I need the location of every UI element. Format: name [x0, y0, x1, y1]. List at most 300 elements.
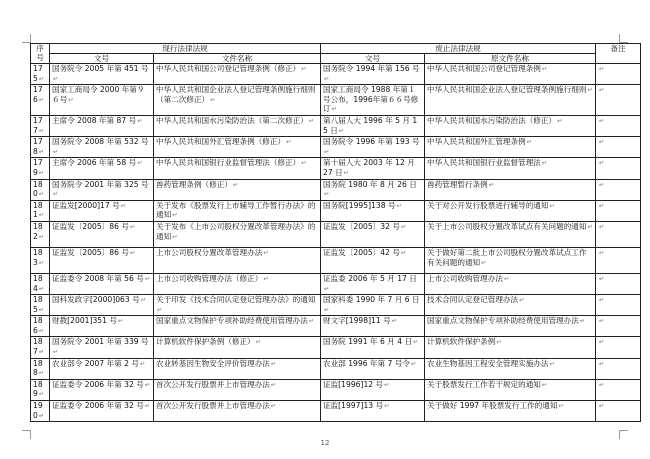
- paragraph-mark-icon: ↵: [38, 74, 45, 83]
- row-index: [31, 337, 50, 358]
- row-index-text: 190: [33, 401, 43, 420]
- paragraph-mark-icon: ↵: [558, 402, 564, 411]
- paragraph-mark-icon: ↵: [210, 95, 216, 104]
- abolished-doc-number-text: 国务院令 1994 年第 156 号: [323, 64, 420, 73]
- paragraph-mark-icon: ↵: [38, 284, 45, 293]
- abolished-doc-name: [425, 200, 596, 221]
- table-row: [31, 358, 641, 379]
- current-doc-number: [50, 200, 154, 221]
- row-index-text: 188: [33, 358, 43, 378]
- abolished-doc-name: [425, 316, 596, 337]
- abolished-doc-name: [425, 64, 596, 85]
- abolished-doc-name-text: 关于上市公司股权分置改革试点有关问题的通知: [427, 221, 587, 231]
- paragraph-mark-icon: ↵: [579, 317, 586, 326]
- paragraph-mark-icon: ↵: [400, 222, 407, 231]
- table-row: [31, 115, 641, 136]
- row-index-text: 178: [33, 137, 43, 156]
- paragraph-mark-icon: ↵: [384, 380, 390, 389]
- table-row: [31, 295, 641, 316]
- current-doc-number-text: 证监委令 2006 年第 32 号: [52, 401, 144, 411]
- current-doc-name: [154, 247, 321, 273]
- abolished-doc-name-text: 关于对公开发行股票进行辅导的通知: [427, 200, 549, 210]
- paragraph-mark-icon: ↵: [140, 296, 147, 305]
- current-doc-name-text: 关于发布《上市公司股权分置改革管理办法》的通知: [156, 221, 316, 241]
- row-index-text: 180: [33, 179, 43, 199]
- current-doc-number: [50, 85, 154, 116]
- abolished-doc-number: [321, 247, 425, 273]
- paragraph-mark-icon: ↵: [599, 65, 605, 73]
- paragraph-mark-icon: ↵: [129, 248, 136, 257]
- row-index: [31, 401, 50, 422]
- table-row: [31, 158, 641, 179]
- abolished-doc-name: [425, 85, 596, 116]
- current-doc-number-text: 主席令 2006 年第 58 号: [52, 158, 137, 168]
- current-doc-number-text: 国务院令 2008 年第 532 号: [52, 137, 149, 147]
- abolished-doc-name: [425, 358, 596, 379]
- paragraph-mark-icon: ↵: [599, 180, 605, 189]
- current-doc-name: [154, 158, 321, 179]
- paragraph-mark-icon: ↵: [599, 138, 605, 147]
- paragraph-mark-icon: ↵: [519, 296, 525, 305]
- table-row: [31, 85, 641, 116]
- current-doc-name-text: 上市公司股权分置改革管理办法: [156, 247, 263, 257]
- paragraph-mark-icon: ↵: [129, 222, 136, 231]
- abolished-doc-name-text: 中华人民共和国公司登记管理条例: [427, 64, 541, 73]
- abolished-doc-number: [321, 358, 425, 379]
- current-doc-name-text: 国家重点文物保护专项补助经费使用管理办法: [156, 316, 308, 326]
- remark-cell: [596, 64, 641, 85]
- row-index-text: 187: [33, 337, 43, 357]
- current-doc-number-text: 证监发〔2005〕86 号: [52, 221, 129, 231]
- table-row: [31, 200, 641, 221]
- paragraph-mark-icon: ↵: [599, 248, 605, 257]
- current-doc-number: [50, 137, 154, 158]
- abolished-doc-number: [321, 115, 425, 136]
- paragraph-mark-icon: ↵: [549, 359, 555, 368]
- header-original-doc-name: 原文件名称: [425, 54, 596, 64]
- abolished-doc-number: [321, 85, 425, 116]
- table-row: [31, 273, 641, 294]
- paragraph-mark-icon: ↵: [331, 105, 338, 114]
- abolished-doc-number-text: 国家科委 1990 年 7 月 6 日: [323, 295, 420, 305]
- row-index: [31, 316, 50, 337]
- paragraph-mark-icon: ↵: [38, 305, 45, 314]
- paragraph-mark-icon: ↵: [599, 296, 605, 305]
- row-index-text: 181: [33, 200, 43, 220]
- paragraph-mark-icon: ↵: [38, 326, 45, 335]
- remark-cell: [596, 115, 641, 136]
- abolished-doc-number-text: 国家工商局令 1988 年第１号公布，1996年第６６号修订: [323, 85, 419, 114]
- paragraph-mark-icon: ↵: [488, 180, 495, 189]
- current-doc-number: [50, 358, 154, 379]
- paragraph-mark-icon: ↵: [263, 248, 269, 257]
- row-index-text: 175: [33, 64, 43, 83]
- row-index: [31, 379, 50, 400]
- current-doc-number-text: 证监发〔2005〕86 号: [52, 247, 129, 257]
- paragraph-mark-icon: ↵: [144, 274, 151, 283]
- remark-cell: [596, 85, 641, 116]
- paragraph-mark-icon: ↵: [599, 222, 605, 231]
- paragraph-mark-icon: ↵: [53, 74, 59, 83]
- abolished-doc-number: [321, 64, 425, 85]
- remark-cell: [596, 200, 641, 221]
- paragraph-mark-icon: ↵: [38, 369, 45, 378]
- current-doc-name: [154, 273, 321, 294]
- header-abolished-laws: 废止法律法规: [321, 44, 596, 54]
- current-doc-name: [154, 179, 321, 200]
- row-index-text: 185: [33, 295, 43, 314]
- current-doc-name: [154, 64, 321, 85]
- current-doc-name-text: 上市公司收购管理办法（修正）: [156, 273, 263, 283]
- paragraph-mark-icon: ↵: [599, 359, 605, 368]
- paragraph-mark-icon: ↵: [599, 317, 605, 326]
- header-remark: 备注: [596, 44, 641, 64]
- paragraph-mark-icon: ↵: [541, 65, 548, 73]
- paragraph-mark-icon: ↵: [38, 390, 45, 399]
- current-doc-name: [154, 379, 321, 400]
- paragraph-mark-icon: ↵: [270, 380, 277, 389]
- paragraph-mark-icon: ↵: [172, 211, 178, 220]
- paragraph-mark-icon: ↵: [343, 168, 350, 177]
- current-doc-number-text: 证监委令 2006 年第 32 号: [52, 379, 144, 389]
- abolished-doc-number: [321, 379, 425, 400]
- table-row: [31, 64, 641, 85]
- current-doc-number: [50, 115, 154, 136]
- remark-cell: [596, 158, 641, 179]
- current-doc-number: [50, 247, 154, 273]
- row-index: [31, 200, 50, 221]
- abolished-doc-name-text: 关于股票发行工作若干规定的通知: [427, 379, 541, 389]
- row-index: [31, 247, 50, 273]
- paragraph-mark-icon: ↵: [137, 116, 143, 125]
- paragraph-mark-icon: ↵: [587, 222, 593, 231]
- paragraph-mark-icon: ↵: [549, 201, 555, 210]
- paragraph-mark-icon: ↵: [391, 317, 398, 326]
- paragraph-mark-icon: ↵: [496, 338, 502, 347]
- paragraph-mark-icon: ↵: [270, 402, 277, 411]
- abolished-doc-number: [321, 200, 425, 221]
- abolished-doc-name: [425, 379, 596, 400]
- abolished-doc-name: [425, 247, 596, 273]
- paragraph-mark-icon: ↵: [599, 380, 605, 389]
- row-index: [31, 64, 50, 85]
- row-index: [31, 137, 50, 158]
- current-doc-name-text: 中华人民共和国外汇管理条例（修正）: [156, 137, 286, 147]
- remark-cell: [596, 179, 641, 200]
- paragraph-mark-icon: ↵: [172, 232, 178, 241]
- paragraph-mark-icon: ↵: [117, 317, 124, 326]
- abolished-doc-name-text: 中华人民共和国水污染防治法（修正）: [427, 115, 557, 125]
- abolished-doc-name: [425, 115, 596, 136]
- row-index: [31, 221, 50, 247]
- crop-mark-top-left: [22, 34, 31, 43]
- paragraph-mark-icon: ↵: [503, 274, 510, 283]
- paragraph-mark-icon: ↵: [324, 74, 330, 83]
- abolished-doc-number-text: 国务院 1980 年 8 月 26 日: [323, 179, 417, 189]
- abolished-doc-number-text: 证监[1997]13 号: [323, 401, 384, 411]
- header-index: 序号: [31, 44, 50, 64]
- paragraph-mark-icon: ↵: [157, 305, 163, 314]
- remark-cell: [596, 221, 641, 247]
- paragraph-mark-icon: ↵: [324, 284, 330, 293]
- paragraph-mark-icon: ↵: [324, 190, 330, 199]
- row-index: [31, 358, 50, 379]
- current-doc-number: [50, 379, 154, 400]
- table-row: [31, 137, 641, 158]
- row-index-text: 183: [33, 247, 43, 267]
- paragraph-mark-icon: ↵: [38, 190, 45, 199]
- paragraph-mark-icon: ↵: [38, 147, 45, 156]
- paragraph-mark-icon: ↵: [120, 201, 127, 210]
- paragraph-mark-icon: ↵: [301, 159, 307, 168]
- paragraph-mark-icon: ↵: [53, 348, 59, 357]
- current-doc-number-text: 证监发[2000]17 号: [52, 200, 120, 210]
- abolished-doc-number-text: 农业部 1996 年第 7 号令: [323, 358, 410, 368]
- row-index: [31, 273, 50, 294]
- abolished-doc-number-text: 证监发〔2005〕32 号: [323, 221, 400, 231]
- row-index-text: 182: [33, 221, 43, 241]
- current-doc-number: [50, 158, 154, 179]
- page-number: 12: [320, 439, 330, 447]
- paragraph-mark-icon: ↵: [38, 232, 45, 241]
- laws-table: [30, 43, 641, 422]
- paragraph-mark-icon: ↵: [308, 116, 315, 125]
- row-index: [31, 85, 50, 116]
- abolished-doc-number-text: 国务院[1995]138 号: [323, 200, 396, 210]
- current-doc-number-text: 国家工商局令 2000 年第９６号: [52, 85, 145, 104]
- header-doc-name: 文件名称: [154, 54, 321, 64]
- abolished-doc-name-text: 关于做好第二批上市公司股权分置改革试点工作有关问题的通知: [427, 247, 587, 267]
- header-abolished-doc-no: 文号: [321, 54, 425, 64]
- current-doc-number: [50, 401, 154, 422]
- abolished-doc-number: [321, 137, 425, 158]
- current-doc-name-text: 关于印发《技术合同认定登记管理办法》的通知: [156, 295, 316, 305]
- row-index-text: 177: [33, 115, 43, 135]
- paragraph-mark-icon: ↵: [324, 147, 330, 156]
- paragraph-mark-icon: ↵: [400, 248, 407, 257]
- paragraph-mark-icon: ↵: [38, 258, 45, 267]
- paragraph-mark-icon: ↵: [139, 359, 146, 368]
- current-doc-name: [154, 115, 321, 136]
- paragraph-mark-icon: ↵: [541, 159, 548, 168]
- header-doc-no: 文号: [50, 54, 154, 64]
- remark-cell: [596, 247, 641, 273]
- abolished-doc-name: [425, 273, 596, 294]
- paragraph-mark-icon: ↵: [38, 411, 45, 420]
- paragraph-mark-icon: ↵: [526, 138, 533, 147]
- abolished-doc-number-text: 证监[1996]12 号: [323, 379, 384, 389]
- paragraph-mark-icon: ↵: [38, 211, 45, 220]
- abolished-doc-name-text: 国家重点文物保护专项补助经费使用管理办法: [427, 316, 579, 326]
- current-doc-name: [154, 137, 321, 158]
- paragraph-mark-icon: ↵: [263, 274, 269, 283]
- current-doc-name-text: 计算机软件保护条例（修正）: [156, 337, 255, 347]
- row-index-text: 176: [33, 85, 43, 104]
- remark-cell: [596, 337, 641, 358]
- abolished-doc-name: [425, 337, 596, 358]
- paragraph-mark-icon: ↵: [53, 190, 59, 199]
- current-doc-name: [154, 358, 321, 379]
- abolished-doc-name-text: 兽药管理暂行条例: [427, 179, 488, 189]
- abolished-doc-number-text: 证监发〔2005〕42 号: [323, 247, 400, 257]
- current-doc-number-text: 农业部令 2007 年第 2 号: [52, 358, 139, 368]
- abolished-doc-name-text: 计算机软件保护条例: [427, 337, 496, 347]
- abolished-doc-name: [425, 295, 596, 316]
- abolished-doc-number-text: 国务院令 1996 年第 193 号: [323, 137, 420, 147]
- paragraph-mark-icon: ↵: [599, 86, 605, 95]
- current-doc-name-text: 中华人民共和国水污染防治法（第二次修正）: [156, 115, 308, 125]
- current-doc-name: [154, 200, 321, 221]
- paragraph-mark-icon: ↵: [137, 159, 143, 168]
- current-doc-number-text: 国科发政字[2000]063 号: [52, 295, 140, 305]
- current-doc-name-text: 中华人民共和国银行业监督管理法（修正）: [156, 158, 301, 168]
- remark-cell: [596, 401, 641, 422]
- current-doc-number: [50, 221, 154, 247]
- paragraph-mark-icon: ↵: [255, 338, 262, 347]
- remark-cell: [596, 137, 641, 158]
- abolished-doc-number-text: 第十届人大 2003 年 12 月 27 日: [323, 158, 415, 177]
- table-row: [31, 221, 641, 247]
- paragraph-mark-icon: ↵: [557, 116, 563, 125]
- table-row: [31, 379, 641, 400]
- paragraph-mark-icon: ↵: [232, 180, 239, 189]
- abolished-doc-name: [425, 179, 596, 200]
- current-doc-name: [154, 337, 321, 358]
- header-current-laws: 现行法律法规: [50, 44, 321, 54]
- paragraph-mark-icon: ↵: [413, 338, 419, 347]
- paragraph-mark-icon: ↵: [599, 338, 605, 347]
- abolished-doc-number: [321, 316, 425, 337]
- paragraph-mark-icon: ↵: [68, 95, 74, 104]
- abolished-doc-name: [425, 221, 596, 247]
- current-doc-number: [50, 179, 154, 200]
- abolished-doc-name-text: 农业生物基因工程安全管理实施办法: [427, 358, 549, 368]
- abolished-doc-name-text: 技术合同认定登记管理办法: [427, 295, 519, 305]
- abolished-doc-name-text: 中华人民共和国银行业监督管理法: [427, 158, 541, 168]
- crop-mark-bottom-right: [619, 430, 628, 439]
- abolished-doc-name-text: 中华人民共和国企业法人登记管理条例施行细则: [427, 85, 587, 95]
- abolished-doc-number-text: 第八届人大 1996 年 5 月 15 日: [323, 115, 418, 135]
- abolished-doc-number-text: 财文字[1998]11 号: [323, 316, 391, 326]
- remark-cell: [596, 273, 641, 294]
- paragraph-mark-icon: ↵: [338, 126, 345, 135]
- remark-cell: [596, 358, 641, 379]
- abolished-doc-number-text: 证监委 2006 年 5 月 17 日: [323, 273, 417, 283]
- crop-mark-bottom-left: [22, 430, 31, 439]
- remark-cell: [596, 316, 641, 337]
- paragraph-mark-icon: ↵: [599, 116, 605, 125]
- current-doc-name-text: 农业转基因生物安全评价管理办法: [156, 358, 270, 368]
- current-doc-name-text: 首次公开发行股票并上市管理办法: [156, 379, 270, 389]
- current-doc-number-text: 主席令 2008 年第 87 号: [52, 115, 137, 125]
- abolished-doc-number-text: 国务院 1991 年 6 月 4 日: [323, 337, 413, 347]
- paragraph-mark-icon: ↵: [599, 274, 605, 283]
- abolished-doc-number: [321, 179, 425, 200]
- current-doc-name-text: 中华人民共和国企业法人登记管理条例施行细则（第二次修正）: [156, 85, 316, 104]
- current-doc-number-text: 国务院令 2001 年第 325 号: [52, 179, 149, 189]
- abolished-doc-number: [321, 158, 425, 179]
- current-doc-number-text: 财教[2001]351 号: [52, 316, 117, 326]
- table-row: [31, 337, 641, 358]
- paragraph-mark-icon: ↵: [270, 359, 277, 368]
- current-doc-name-text: 首次公开发行股票并上市管理办法: [156, 401, 270, 411]
- paragraph-mark-icon: ↵: [301, 65, 307, 73]
- current-doc-number-text: 国务院令 2001 年第 339 号: [52, 337, 149, 347]
- current-doc-number: [50, 337, 154, 358]
- table-row: [31, 179, 641, 200]
- current-doc-number: [50, 273, 154, 294]
- current-doc-name-text: 关于发布《股票发行上市辅导工作暂行办法》的通知: [156, 200, 316, 220]
- paragraph-mark-icon: ↵: [587, 86, 593, 95]
- row-index: [31, 295, 50, 316]
- abolished-doc-number: [321, 401, 425, 422]
- row-index-text: 186: [33, 316, 43, 335]
- paragraph-mark-icon: ↵: [324, 305, 330, 314]
- current-doc-name: [154, 316, 321, 337]
- table-row: [31, 247, 641, 273]
- abolished-doc-number: [321, 337, 425, 358]
- paragraph-mark-icon: ↵: [38, 95, 45, 104]
- row-index-text: 184: [33, 273, 43, 293]
- current-doc-name: [154, 85, 321, 116]
- paragraph-mark-icon: ↵: [144, 402, 151, 411]
- paragraph-mark-icon: ↵: [38, 168, 45, 177]
- paragraph-mark-icon: ↵: [481, 258, 487, 267]
- abolished-doc-number: [321, 273, 425, 294]
- paragraph-mark-icon: ↵: [599, 201, 605, 210]
- row-index: [31, 115, 50, 136]
- paragraph-mark-icon: ↵: [410, 359, 417, 368]
- current-doc-name: [154, 401, 321, 422]
- current-doc-name: [154, 295, 321, 316]
- paragraph-mark-icon: ↵: [599, 159, 605, 168]
- paragraph-mark-icon: ↵: [38, 126, 45, 135]
- paragraph-mark-icon: ↵: [286, 138, 292, 147]
- crop-mark-top-right: [619, 34, 628, 43]
- paragraph-mark-icon: ↵: [384, 402, 390, 411]
- current-doc-number: [50, 64, 154, 85]
- abolished-doc-name-text: 关于做好 1997 年股票发行工作的通知: [427, 401, 558, 411]
- row-index-text: 179: [33, 158, 43, 177]
- paragraph-mark-icon: ↵: [38, 348, 45, 357]
- abolished-doc-name-text: 中华人民共和国外汇管理条例: [427, 137, 526, 147]
- table-row: [31, 316, 641, 337]
- row-index: [31, 179, 50, 200]
- current-doc-name-text: 中华人民共和国公司登记管理条例（修正）: [156, 64, 301, 73]
- paragraph-mark-icon: ↵: [144, 380, 151, 389]
- abolished-doc-number: [321, 221, 425, 247]
- remark-cell: [596, 379, 641, 400]
- table-row: [31, 401, 641, 422]
- current-doc-number: [50, 295, 154, 316]
- abolished-doc-number: [321, 295, 425, 316]
- paragraph-mark-icon: ↵: [396, 201, 402, 210]
- abolished-doc-name: [425, 401, 596, 422]
- remark-cell: [596, 295, 641, 316]
- abolished-doc-name-text: 上市公司收购管理办法: [427, 273, 503, 283]
- current-doc-name-text: 兽药管理条例（修正）: [156, 179, 232, 189]
- row-index: [31, 158, 50, 179]
- row-index-text: 189: [33, 379, 43, 399]
- paragraph-mark-icon: ↵: [308, 317, 315, 326]
- paragraph-mark-icon: ↵: [541, 380, 548, 389]
- abolished-doc-name: [425, 137, 596, 158]
- paragraph-mark-icon: ↵: [53, 147, 59, 156]
- current-doc-number-text: 国务院令 2005 年第 451 号: [52, 64, 149, 73]
- current-doc-number-text: 证监委令 2008 年第 56 号: [52, 273, 144, 283]
- abolished-doc-name: [425, 158, 596, 179]
- current-doc-number: [50, 316, 154, 337]
